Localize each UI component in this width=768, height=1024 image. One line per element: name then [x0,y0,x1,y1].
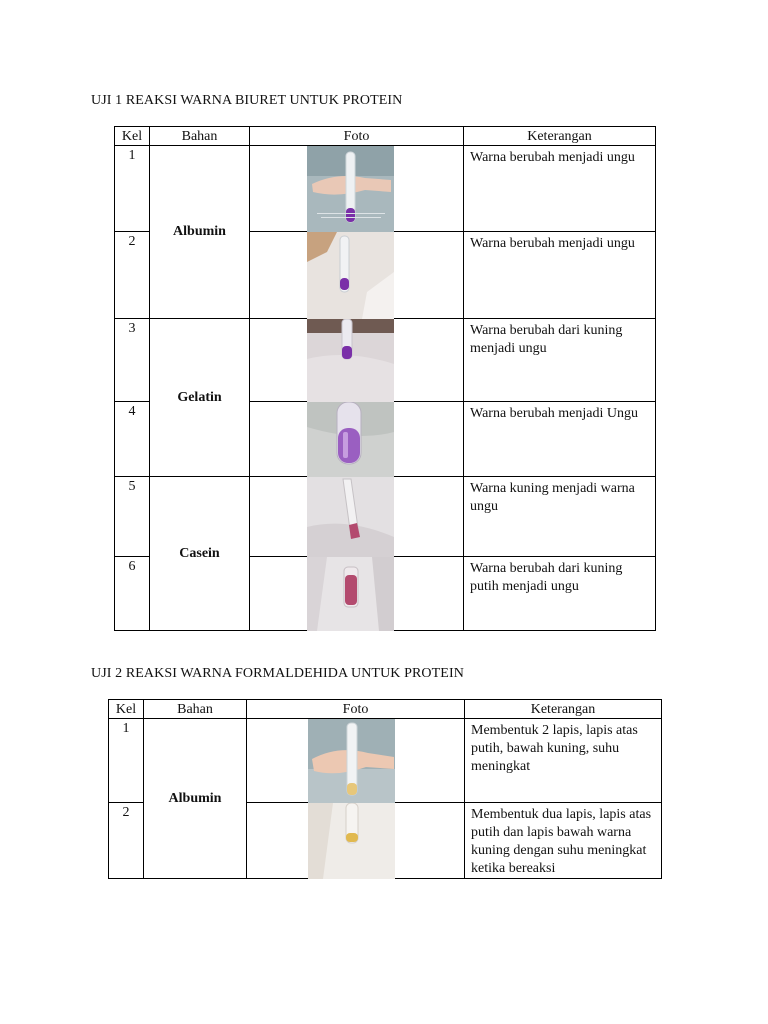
photo-cell [250,319,464,402]
kel-cell: 1 [109,719,144,803]
keterangan-cell: Warna berubah menjadi ungu [464,232,656,319]
photo-cell [250,557,464,631]
photo-cell [250,146,464,232]
bahan-cell: Casein [150,477,250,631]
keterangan-cell: Warna berubah menjadi Ungu [464,402,656,477]
test-tube-yellow-icon [308,719,395,803]
test2-table [108,699,662,879]
test-tube-purple-icon [307,319,394,402]
test-tube-purple-icon [307,232,394,319]
table-row [109,719,662,803]
photo-cell [250,402,464,477]
keterangan-cell: Membentuk dua lapis, lapis atas putih dan lapis bawah warna kuning dengan suhu meningkat ketika bereaksi [465,803,662,879]
test-tube-pink-icon [307,477,394,557]
keterangan-cell: Warna berubah dari kuning menjadi ungu [464,319,656,402]
header-foto: Foto [250,127,464,146]
bahan-cell: Albumin [144,719,247,879]
keterangan-cell: Membentuk 2 lapis, lapis atas putih, bawah kuning, suhu meningkat [465,719,662,803]
photo-cell [247,803,465,879]
header-keterangan: Keterangan [464,127,656,146]
header-bahan: Bahan [150,127,250,146]
kel-cell: 1 [115,146,150,232]
test-tube-pink-icon [307,557,394,631]
photo-cell [250,477,464,557]
keterangan-cell: Warna berubah dari kuning putih menjadi ungu [464,557,656,631]
keterangan-cell: Warna kuning menjadi warna ungu [464,477,656,557]
kel-cell: 2 [115,232,150,319]
header-kel: Kel [115,127,150,146]
table-header-row [115,127,656,146]
kel-cell: 4 [115,402,150,477]
test-tube-purple-icon [307,402,394,477]
test1-table [114,126,656,631]
photo-cell [247,719,465,803]
test-tube-purple-icon [307,146,394,232]
table-row [115,146,656,232]
test-tube-yellow-icon [308,803,395,879]
test2-title: UJI 2 REAKSI WARNA FORMALDEHIDA UNTUK PROTEIN [91,666,464,681]
kel-cell: 2 [109,803,144,879]
header-foto: Foto [247,700,465,719]
table-row [115,477,656,557]
bahan-cell: Gelatin [150,319,250,477]
header-keterangan: Keterangan [465,700,662,719]
kel-cell: 3 [115,319,150,402]
header-bahan: Bahan [144,700,247,719]
keterangan-cell: Warna berubah menjadi ungu [464,146,656,232]
table-row [115,319,656,402]
table-header-row [109,700,662,719]
kel-cell: 6 [115,557,150,631]
bahan-cell: Albumin [150,146,250,319]
photo-cell [250,232,464,319]
header-kel: Kel [109,700,144,719]
kel-cell: 5 [115,477,150,557]
test1-title: UJI 1 REAKSI WARNA BIURET UNTUK PROTEIN [91,93,403,108]
